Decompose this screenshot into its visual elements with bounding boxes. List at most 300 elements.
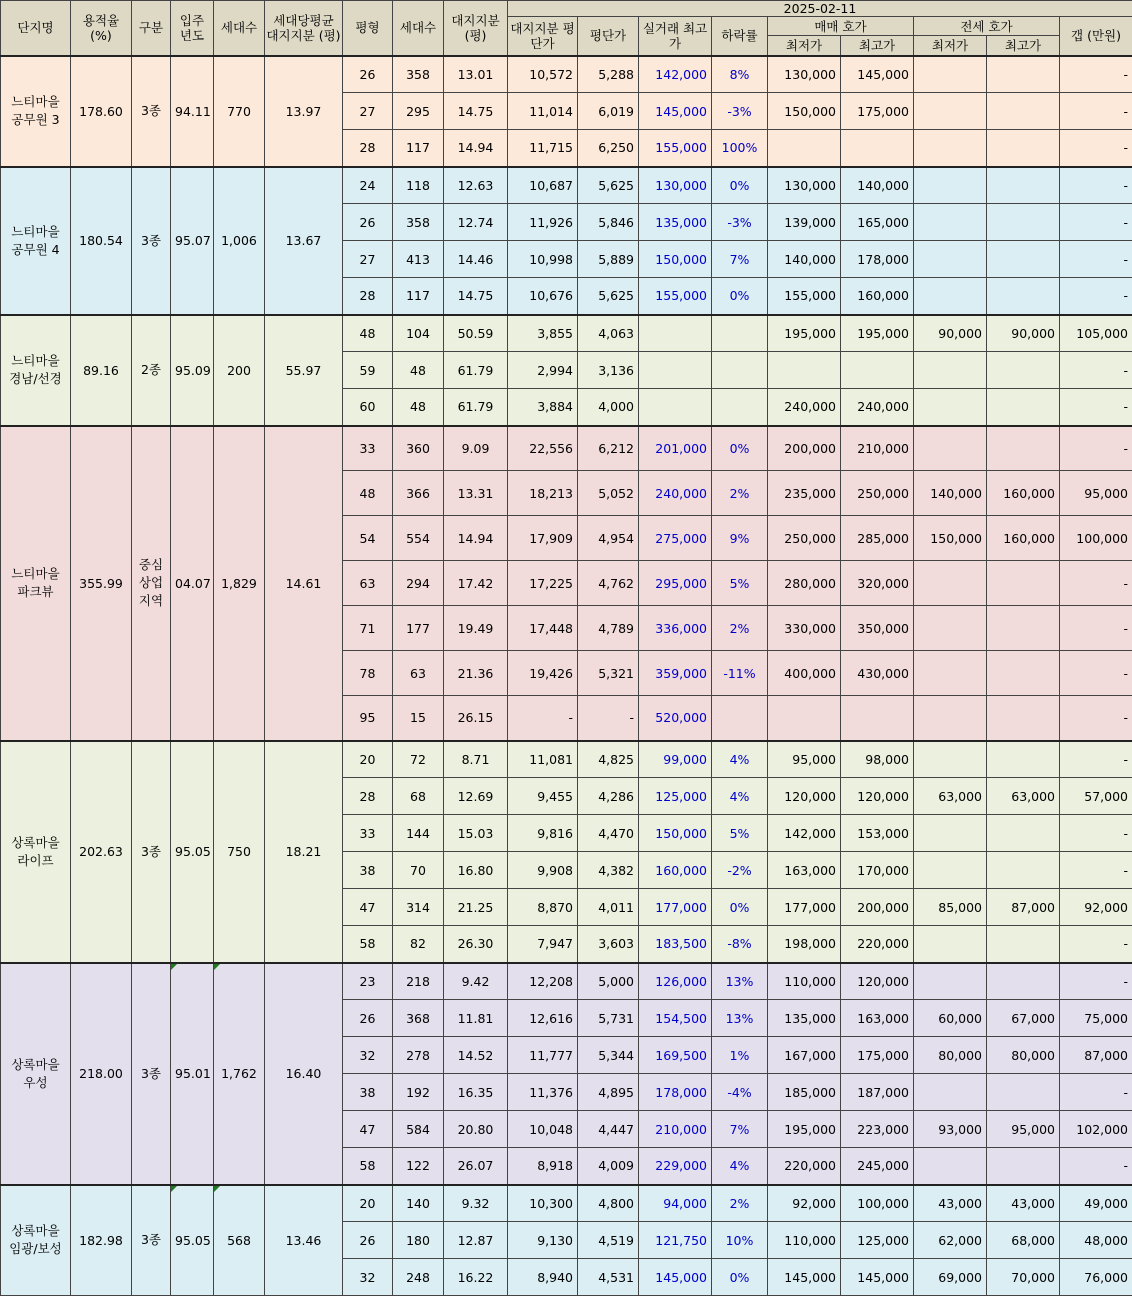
cell-jeonse-min: 150,000 [914, 516, 987, 561]
cell-jeonse-max: 63,000 [987, 778, 1060, 815]
group-households: 1,006 [214, 167, 265, 315]
cell-gap: - [1060, 241, 1132, 278]
cell-real-high: 201,000 [639, 426, 712, 471]
header-land-price: 대지지분 평단가 [508, 17, 578, 56]
cell-households: 368 [393, 1000, 444, 1037]
cell-land-share: 16.22 [444, 1259, 508, 1296]
cell-land-share: 20.80 [444, 1111, 508, 1148]
header-name: 단지명 [1, 1, 71, 56]
cell-drop-rate: 5% [712, 561, 768, 606]
cell-real-high: 125,000 [639, 778, 712, 815]
cell-jeonse-max: 160,000 [987, 516, 1060, 561]
cell-gap: - [1060, 815, 1132, 852]
cell-sale-max: 160,000 [841, 278, 914, 315]
cell-jeonse-max [987, 852, 1060, 889]
cell-jeonse-max [987, 1074, 1060, 1111]
cell-size: 47 [343, 1111, 393, 1148]
cell-gap: 48,000 [1060, 1222, 1132, 1259]
cell-land-share: 21.25 [444, 889, 508, 926]
group-far: 355.99 [71, 426, 132, 741]
cell-jeonse-min: 62,000 [914, 1222, 987, 1259]
table-row [1, 426, 1132, 471]
cell-sale-min: 150,000 [768, 93, 841, 130]
cell-sale-min: 240,000 [768, 389, 841, 426]
cell-drop-rate [712, 352, 768, 389]
cell-land-share: 13.01 [444, 56, 508, 93]
group-year: 95.01 [171, 963, 214, 1185]
cell-sale-max [841, 696, 914, 741]
cell-land-share: 19.49 [444, 606, 508, 651]
cell-sale-max: 98,000 [841, 741, 914, 778]
cell-jeonse-min [914, 741, 987, 778]
cell-gap: 76,000 [1060, 1259, 1132, 1296]
group-avg-land: 13.46 [265, 1185, 343, 1296]
cell-jeonse-min [914, 278, 987, 315]
cell-households: 63 [393, 651, 444, 696]
cell-gap: 100,000 [1060, 516, 1132, 561]
cell-real-high: 150,000 [639, 815, 712, 852]
cell-sale-max: 210,000 [841, 426, 914, 471]
cell-sale-max: 250,000 [841, 471, 914, 516]
cell-land-price: 3,884 [508, 389, 578, 426]
cell-real-high [639, 352, 712, 389]
cell-jeonse-min [914, 389, 987, 426]
cell-pyeong-price: 4,470 [578, 815, 639, 852]
cell-jeonse-max [987, 1148, 1060, 1185]
cell-jeonse-max [987, 93, 1060, 130]
cell-jeonse-max [987, 389, 1060, 426]
cell-sale-min: 142,000 [768, 815, 841, 852]
group-zone: 3종 [132, 1185, 171, 1296]
cell-land-share: 15.03 [444, 815, 508, 852]
cell-land-price: 2,994 [508, 352, 578, 389]
cell-pyeong-price: 4,531 [578, 1259, 639, 1296]
cell-sale-max: 175,000 [841, 1037, 914, 1074]
cell-sale-min: 198,000 [768, 926, 841, 963]
cell-gap: 92,000 [1060, 889, 1132, 926]
cell-sale-min: 250,000 [768, 516, 841, 561]
cell-jeonse-min [914, 651, 987, 696]
cell-jeonse-max [987, 696, 1060, 741]
cell-pyeong-price: 5,625 [578, 278, 639, 315]
cell-sale-min: 195,000 [768, 315, 841, 352]
cell-sale-min: 330,000 [768, 606, 841, 651]
cell-gap: - [1060, 696, 1132, 741]
cell-jeonse-min [914, 696, 987, 741]
cell-gap: - [1060, 56, 1132, 93]
cell-gap: - [1060, 426, 1132, 471]
cell-size: 27 [343, 241, 393, 278]
cell-jeonse-max [987, 606, 1060, 651]
cell-households: 278 [393, 1037, 444, 1074]
cell-real-high: 275,000 [639, 516, 712, 561]
cell-pyeong-price: 4,800 [578, 1185, 639, 1222]
cell-land-share: 9.09 [444, 426, 508, 471]
cell-households: 358 [393, 56, 444, 93]
cell-gap: - [1060, 852, 1132, 889]
cell-land-price: 10,676 [508, 278, 578, 315]
cell-land-price: 22,556 [508, 426, 578, 471]
cell-jeonse-min: 140,000 [914, 471, 987, 516]
cell-sale-min [768, 130, 841, 167]
cell-sale-max [841, 130, 914, 167]
cell-jeonse-max [987, 352, 1060, 389]
cell-land-price: 9,130 [508, 1222, 578, 1259]
cell-pyeong-price: 5,846 [578, 204, 639, 241]
cell-land-price: 17,448 [508, 606, 578, 651]
cell-land-price: 9,908 [508, 852, 578, 889]
cell-size: 33 [343, 426, 393, 471]
cell-gap: - [1060, 1148, 1132, 1185]
cell-drop-rate: -3% [712, 93, 768, 130]
cell-sale-min: 177,000 [768, 889, 841, 926]
cell-size: 38 [343, 852, 393, 889]
cell-real-high: 145,000 [639, 93, 712, 130]
cell-size: 27 [343, 93, 393, 130]
cell-land-share: 14.75 [444, 93, 508, 130]
header-size-households: 세대수 [393, 1, 444, 56]
cell-land-price: 3,855 [508, 315, 578, 352]
cell-pyeong-price: - [578, 696, 639, 741]
cell-pyeong-price: 4,447 [578, 1111, 639, 1148]
cell-pyeong-price: 3,136 [578, 352, 639, 389]
cell-land-share: 9.42 [444, 963, 508, 1000]
group-households: 1,829 [214, 426, 265, 741]
cell-gap: - [1060, 606, 1132, 651]
cell-households: 554 [393, 516, 444, 561]
cell-land-share: 61.79 [444, 389, 508, 426]
cell-land-price: 17,225 [508, 561, 578, 606]
cell-households: 72 [393, 741, 444, 778]
cell-drop-rate: 10% [712, 1222, 768, 1259]
table-row [1, 315, 1132, 352]
cell-size: 48 [343, 471, 393, 516]
cell-gap: 57,000 [1060, 778, 1132, 815]
cell-land-price: 19,426 [508, 651, 578, 696]
cell-households: 144 [393, 815, 444, 852]
cell-sale-max: 195,000 [841, 315, 914, 352]
cell-households: 140 [393, 1185, 444, 1222]
cell-sale-min: 130,000 [768, 167, 841, 204]
cell-households: 82 [393, 926, 444, 963]
cell-pyeong-price: 4,286 [578, 778, 639, 815]
header-far: 용적율 (%) [71, 1, 132, 56]
cell-real-high [639, 315, 712, 352]
group-zone: 3종 [132, 167, 171, 315]
cell-sale-max: 125,000 [841, 1222, 914, 1259]
cell-size: 23 [343, 963, 393, 1000]
cell-households: 294 [393, 561, 444, 606]
cell-real-high: 130,000 [639, 167, 712, 204]
cell-jeonse-max [987, 56, 1060, 93]
cell-size: 26 [343, 1000, 393, 1037]
cell-gap: - [1060, 130, 1132, 167]
header-jeonse: 전세 호가 [914, 17, 1060, 36]
cell-real-high: 126,000 [639, 963, 712, 1000]
cell-households: 48 [393, 389, 444, 426]
cell-jeonse-max [987, 741, 1060, 778]
cell-drop-rate: -11% [712, 651, 768, 696]
cell-real-high: 178,000 [639, 1074, 712, 1111]
cell-jeonse-min [914, 56, 987, 93]
cell-land-price: 9,816 [508, 815, 578, 852]
cell-real-high: 359,000 [639, 651, 712, 696]
cell-land-price: - [508, 696, 578, 741]
cell-jeonse-min [914, 204, 987, 241]
cell-real-high: 183,500 [639, 926, 712, 963]
cell-jeonse-min: 69,000 [914, 1259, 987, 1296]
group-far: 182.98 [71, 1185, 132, 1296]
cell-pyeong-price: 5,000 [578, 963, 639, 1000]
cell-gap: - [1060, 1074, 1132, 1111]
cell-sale-min: 140,000 [768, 241, 841, 278]
cell-land-price: 12,616 [508, 1000, 578, 1037]
cell-sale-max: 120,000 [841, 778, 914, 815]
cell-land-price: 7,947 [508, 926, 578, 963]
cell-land-share: 16.35 [444, 1074, 508, 1111]
header-gap: 갭 (만원) [1060, 17, 1132, 56]
cell-jeonse-max [987, 241, 1060, 278]
cell-households: 68 [393, 778, 444, 815]
cell-real-high: 121,750 [639, 1222, 712, 1259]
group-year: 04.07 [171, 426, 214, 741]
group-name: 느티마을 공무원 4 [1, 167, 71, 315]
group-far: 180.54 [71, 167, 132, 315]
cell-drop-rate: 8% [712, 56, 768, 93]
cell-drop-rate: 13% [712, 963, 768, 1000]
cell-sale-min: 200,000 [768, 426, 841, 471]
table-row [1, 1185, 1132, 1222]
cell-pyeong-price: 4,762 [578, 561, 639, 606]
group-households: 568 [214, 1185, 265, 1296]
cell-households: 70 [393, 852, 444, 889]
cell-households: 177 [393, 606, 444, 651]
cell-land-price: 11,014 [508, 93, 578, 130]
cell-land-price: 18,213 [508, 471, 578, 516]
cell-jeonse-max: 70,000 [987, 1259, 1060, 1296]
cell-sale-min: 130,000 [768, 56, 841, 93]
cell-sale-min: 110,000 [768, 1222, 841, 1259]
cell-jeonse-max [987, 130, 1060, 167]
cell-size: 58 [343, 926, 393, 963]
cell-gap: - [1060, 926, 1132, 963]
table-row [1, 167, 1132, 204]
cell-land-share: 26.30 [444, 926, 508, 963]
header-land-share: 대지지분 (평) [444, 1, 508, 56]
cell-jeonse-max [987, 926, 1060, 963]
cell-jeonse-min [914, 241, 987, 278]
cell-jeonse-min [914, 1074, 987, 1111]
cell-gap: 102,000 [1060, 1111, 1132, 1148]
cell-land-price: 10,998 [508, 241, 578, 278]
cell-jeonse-max [987, 204, 1060, 241]
group-year: 95.05 [171, 1185, 214, 1296]
cell-households: 360 [393, 426, 444, 471]
cell-real-high: 295,000 [639, 561, 712, 606]
cell-jeonse-min [914, 1148, 987, 1185]
cell-size: 28 [343, 778, 393, 815]
table-row [1, 741, 1132, 778]
group-households: 750 [214, 741, 265, 963]
cell-land-price: 8,940 [508, 1259, 578, 1296]
cell-size: 28 [343, 278, 393, 315]
cell-drop-rate: 1% [712, 1037, 768, 1074]
cell-jeonse-min [914, 963, 987, 1000]
cell-gap: - [1060, 167, 1132, 204]
cell-gap: 87,000 [1060, 1037, 1132, 1074]
cell-land-share: 9.32 [444, 1185, 508, 1222]
cell-real-high: 336,000 [639, 606, 712, 651]
cell-real-high: 99,000 [639, 741, 712, 778]
cell-jeonse-max [987, 278, 1060, 315]
cell-drop-rate: 2% [712, 1185, 768, 1222]
cell-size: 78 [343, 651, 393, 696]
cell-land-share: 17.42 [444, 561, 508, 606]
cell-pyeong-price: 4,895 [578, 1074, 639, 1111]
cell-gap: - [1060, 963, 1132, 1000]
cell-sale-max: 220,000 [841, 926, 914, 963]
cell-pyeong-price: 6,019 [578, 93, 639, 130]
table-header [1, 1, 1132, 56]
group-avg-land: 55.97 [265, 315, 343, 426]
cell-households: 122 [393, 1148, 444, 1185]
group-far: 178.60 [71, 56, 132, 167]
cell-land-share: 26.07 [444, 1148, 508, 1185]
cell-sale-max: 145,000 [841, 56, 914, 93]
cell-land-share: 13.31 [444, 471, 508, 516]
cell-sale-max: 145,000 [841, 1259, 914, 1296]
cell-pyeong-price: 6,212 [578, 426, 639, 471]
cell-sale-min: 110,000 [768, 963, 841, 1000]
cell-drop-rate: 13% [712, 1000, 768, 1037]
cell-land-share: 14.46 [444, 241, 508, 278]
cell-land-share: 21.36 [444, 651, 508, 696]
cell-size: 26 [343, 1222, 393, 1259]
group-year: 95.09 [171, 315, 214, 426]
cell-gap: - [1060, 352, 1132, 389]
group-name: 상록마을 라이프 [1, 741, 71, 963]
cell-land-share: 14.94 [444, 516, 508, 561]
group-households: 200 [214, 315, 265, 426]
cell-pyeong-price: 5,321 [578, 651, 639, 696]
cell-real-high: 240,000 [639, 471, 712, 516]
cell-sale-min: 163,000 [768, 852, 841, 889]
cell-drop-rate: 0% [712, 1259, 768, 1296]
group-name: 상록마을 임광/보성 [1, 1185, 71, 1296]
cell-sale-min: 139,000 [768, 204, 841, 241]
cell-drop-rate [712, 696, 768, 741]
cell-gap: 95,000 [1060, 471, 1132, 516]
cell-gap: - [1060, 93, 1132, 130]
group-avg-land: 14.61 [265, 426, 343, 741]
cell-sale-min: 235,000 [768, 471, 841, 516]
cell-pyeong-price: 6,250 [578, 130, 639, 167]
cell-jeonse-min [914, 426, 987, 471]
cell-sale-min: 135,000 [768, 1000, 841, 1037]
cell-jeonse-min [914, 130, 987, 167]
cell-pyeong-price: 3,603 [578, 926, 639, 963]
cell-land-share: 8.71 [444, 741, 508, 778]
cell-real-high: 177,000 [639, 889, 712, 926]
group-zone: 3종 [132, 741, 171, 963]
header-sale-max: 최고가 [841, 36, 914, 56]
cell-households: 413 [393, 241, 444, 278]
header-households: 세대수 [214, 1, 265, 56]
cell-pyeong-price: 4,009 [578, 1148, 639, 1185]
cell-jeonse-min: 93,000 [914, 1111, 987, 1148]
cell-land-price: 10,300 [508, 1185, 578, 1222]
group-name: 상록마을 우성 [1, 963, 71, 1185]
cell-land-price: 10,572 [508, 56, 578, 93]
cell-sale-min: 155,000 [768, 278, 841, 315]
cell-jeonse-min: 60,000 [914, 1000, 987, 1037]
cell-jeonse-min [914, 815, 987, 852]
cell-size: 95 [343, 696, 393, 741]
cell-sale-min [768, 696, 841, 741]
cell-real-high: 169,500 [639, 1037, 712, 1074]
cell-sale-max: 240,000 [841, 389, 914, 426]
cell-jeonse-min: 80,000 [914, 1037, 987, 1074]
cell-gap: - [1060, 389, 1132, 426]
cell-size: 26 [343, 56, 393, 93]
cell-gap: - [1060, 651, 1132, 696]
cell-jeonse-max [987, 651, 1060, 696]
cell-jeonse-max [987, 167, 1060, 204]
cell-drop-rate: 5% [712, 815, 768, 852]
cell-sale-max: 170,000 [841, 852, 914, 889]
cell-size: 20 [343, 741, 393, 778]
cell-drop-rate: -3% [712, 204, 768, 241]
cell-land-share: 12.87 [444, 1222, 508, 1259]
cell-land-share: 11.81 [444, 1000, 508, 1037]
cell-real-high: 155,000 [639, 278, 712, 315]
cell-drop-rate: 0% [712, 889, 768, 926]
cell-real-high: 155,000 [639, 130, 712, 167]
cell-jeonse-min [914, 606, 987, 651]
cell-jeonse-min [914, 561, 987, 606]
cell-pyeong-price: 5,288 [578, 56, 639, 93]
group-far: 218.00 [71, 963, 132, 1185]
cell-sale-max: 120,000 [841, 963, 914, 1000]
cell-size: 47 [343, 889, 393, 926]
cell-real-high: 229,000 [639, 1148, 712, 1185]
cell-households: 192 [393, 1074, 444, 1111]
cell-size: 32 [343, 1259, 393, 1296]
cell-sale-min: 195,000 [768, 1111, 841, 1148]
cell-pyeong-price: 4,000 [578, 389, 639, 426]
cell-size: 71 [343, 606, 393, 651]
group-name: 느티마을 경남/선경 [1, 315, 71, 426]
cell-households: 180 [393, 1222, 444, 1259]
cell-drop-rate: 7% [712, 1111, 768, 1148]
cell-size: 58 [343, 1148, 393, 1185]
cell-sale-min [768, 352, 841, 389]
header-avg-land: 세대당평균 대지지분 (평) [265, 1, 343, 56]
cell-real-high: 150,000 [639, 241, 712, 278]
cell-jeonse-min: 90,000 [914, 315, 987, 352]
table-body [1, 56, 1132, 1296]
cell-jeonse-max [987, 426, 1060, 471]
group-far: 202.63 [71, 741, 132, 963]
cell-households: 48 [393, 352, 444, 389]
header-sale: 매매 호가 [768, 17, 914, 36]
cell-land-share: 12.63 [444, 167, 508, 204]
cell-sale-max: 165,000 [841, 204, 914, 241]
group-far: 89.16 [71, 315, 132, 426]
cell-land-price: 8,870 [508, 889, 578, 926]
cell-gap: - [1060, 204, 1132, 241]
cell-sale-max: 100,000 [841, 1185, 914, 1222]
